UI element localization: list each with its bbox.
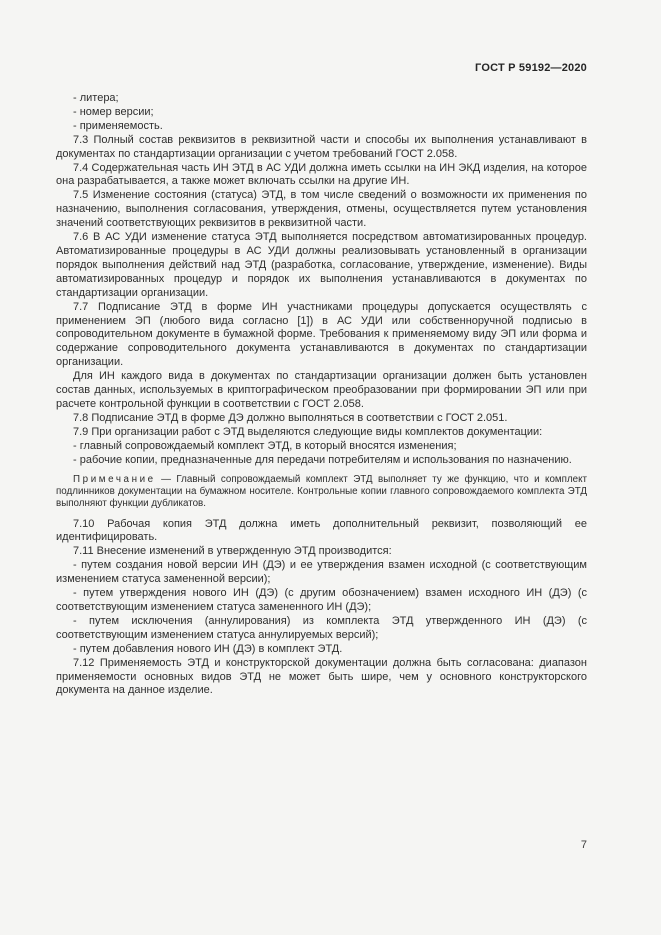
paragraph-7-8: 7.8 Подписание ЭТД в форме ДЭ должно выполняться в соответствии с ГОСТ 2.051. <box>73 411 508 424</box>
list-item: - главный сопровождаемый комплект ЭТД, в который вносятся изменения; <box>73 439 457 452</box>
paragraph-7-11: 7.11 Внесение изменений в утвержденную ЭТД производится: <box>73 545 392 558</box>
paragraph-7-10: 7.10 Рабочая копия ЭТД должна иметь дополнительный реквизит, позволяющий ее идентифицировать. <box>56 517 587 544</box>
list-item: - путем добавления нового ИН (ДЭ) в комплект ЭТД. <box>73 642 343 655</box>
paragraph-7-4: 7.4 Содержательная часть ИН ЭТД в АС УДИ должна иметь ссылки на ИН ЭКД изделия, на которое она разрабатывается, а также может включать ссылки на другие ИН. <box>56 161 587 188</box>
list-item: - путем создания новой версии ИН (ДЭ) и ее утверждения взамен исходной (с соответствующим изменением статуса замененной версии); <box>56 559 587 586</box>
list-item: - литера; <box>73 92 119 104</box>
list-item: - номер версии; <box>73 105 154 118</box>
note-paragraph <box>56 474 587 509</box>
paragraph-7-5: 7.5 Изменение состояния (статуса) ЭТД, в том числе сведений о возможности их применения по назначению, выполнения согласования, утверждения, отмены, осуществляется путем установления значений соответствующих реквизитов в реквизитной части. <box>56 189 587 230</box>
paragraph-7-3: 7.3 Полный состав реквизитов в реквизитной части и способы их выполнения устанавливают в документах по стандартизации организации с учетом требований ГОСТ 2.058. <box>56 133 587 160</box>
paragraph-7-7-continued: Для ИН каждого вида в документах по стандартизации организации должен быть установлен состав данных, используемых в криптографическом преобразовании при формировании ЭП или при расчете контрольной функции в соответствии с ГОСТ 2.058. <box>56 370 587 410</box>
page-number: 7 <box>580 839 587 851</box>
list-item: - путем утверждения нового ИН (ДЭ) (с другим обозначением) взамен исходного ИН (ДЭ) (с соответствующим изменением статуса замененного ИН (ДЭ); <box>56 587 587 614</box>
list-item: - путем исключения (аннулирования) из комплекта ЭТД утвержденного ИН (ДЭ) (с соответствующим изменением статуса аннулируемых версий); <box>56 614 587 641</box>
note-text: — Главный сопровождаемый комплект ЭТД выполняет ту же функцию, что и комплект подлинников документации на бумажном носителе. Контрольные копии главного сопровождаемого комплекта ЭТД выполняют функции дубликатов. <box>56 474 587 509</box>
paragraph-7-9: 7.9 При организации работ с ЭТД выделяются следующие виды комплектов документации: <box>73 425 543 438</box>
page-content <box>56 92 587 698</box>
list-item: - рабочие копии, предназначенные для передачи потребителям и использования по назначению. <box>73 453 572 466</box>
paragraph-7-7: 7.7 Подписание ЭТД в форме ИН участниками процедуры допускается осуществлять с применением ЭП (любого вида согласно [1]) в АС УДИ или собственноручной подписью в сопроводительном документе в бумажной форме. Требования к применяемому виду ЭП или форма и содержание сопроводительного документа устанавливаются в документах по стандартизации организации. <box>56 300 587 369</box>
paragraph-7-6: 7.6 В АС УДИ изменение статуса ЭТД выполняется посредством автоматизированных процедур. Автоматизированные процедуры в АС УДИ должны реализовывать установленный в организации порядок выполнения действий над ЭТД (разработка, согласование, утверждение, изменение). Виды автоматизированных процедур и порядок их выполнения устанавливаются в документах по стандартизации организации. <box>56 231 587 299</box>
paragraph-7-12: 7.12 Применяемость ЭТД и конструкторской документации должна быть согласована: диапазон применяемости основных видов ЭТД не может быть шире, чем у основного конструкторского документа на данное изделие. <box>56 656 587 697</box>
note-label: Примечание <box>73 474 156 486</box>
running-header: ГОСТ Р 59192—2020 <box>475 62 587 74</box>
list-item: - применяемость. <box>73 119 163 132</box>
